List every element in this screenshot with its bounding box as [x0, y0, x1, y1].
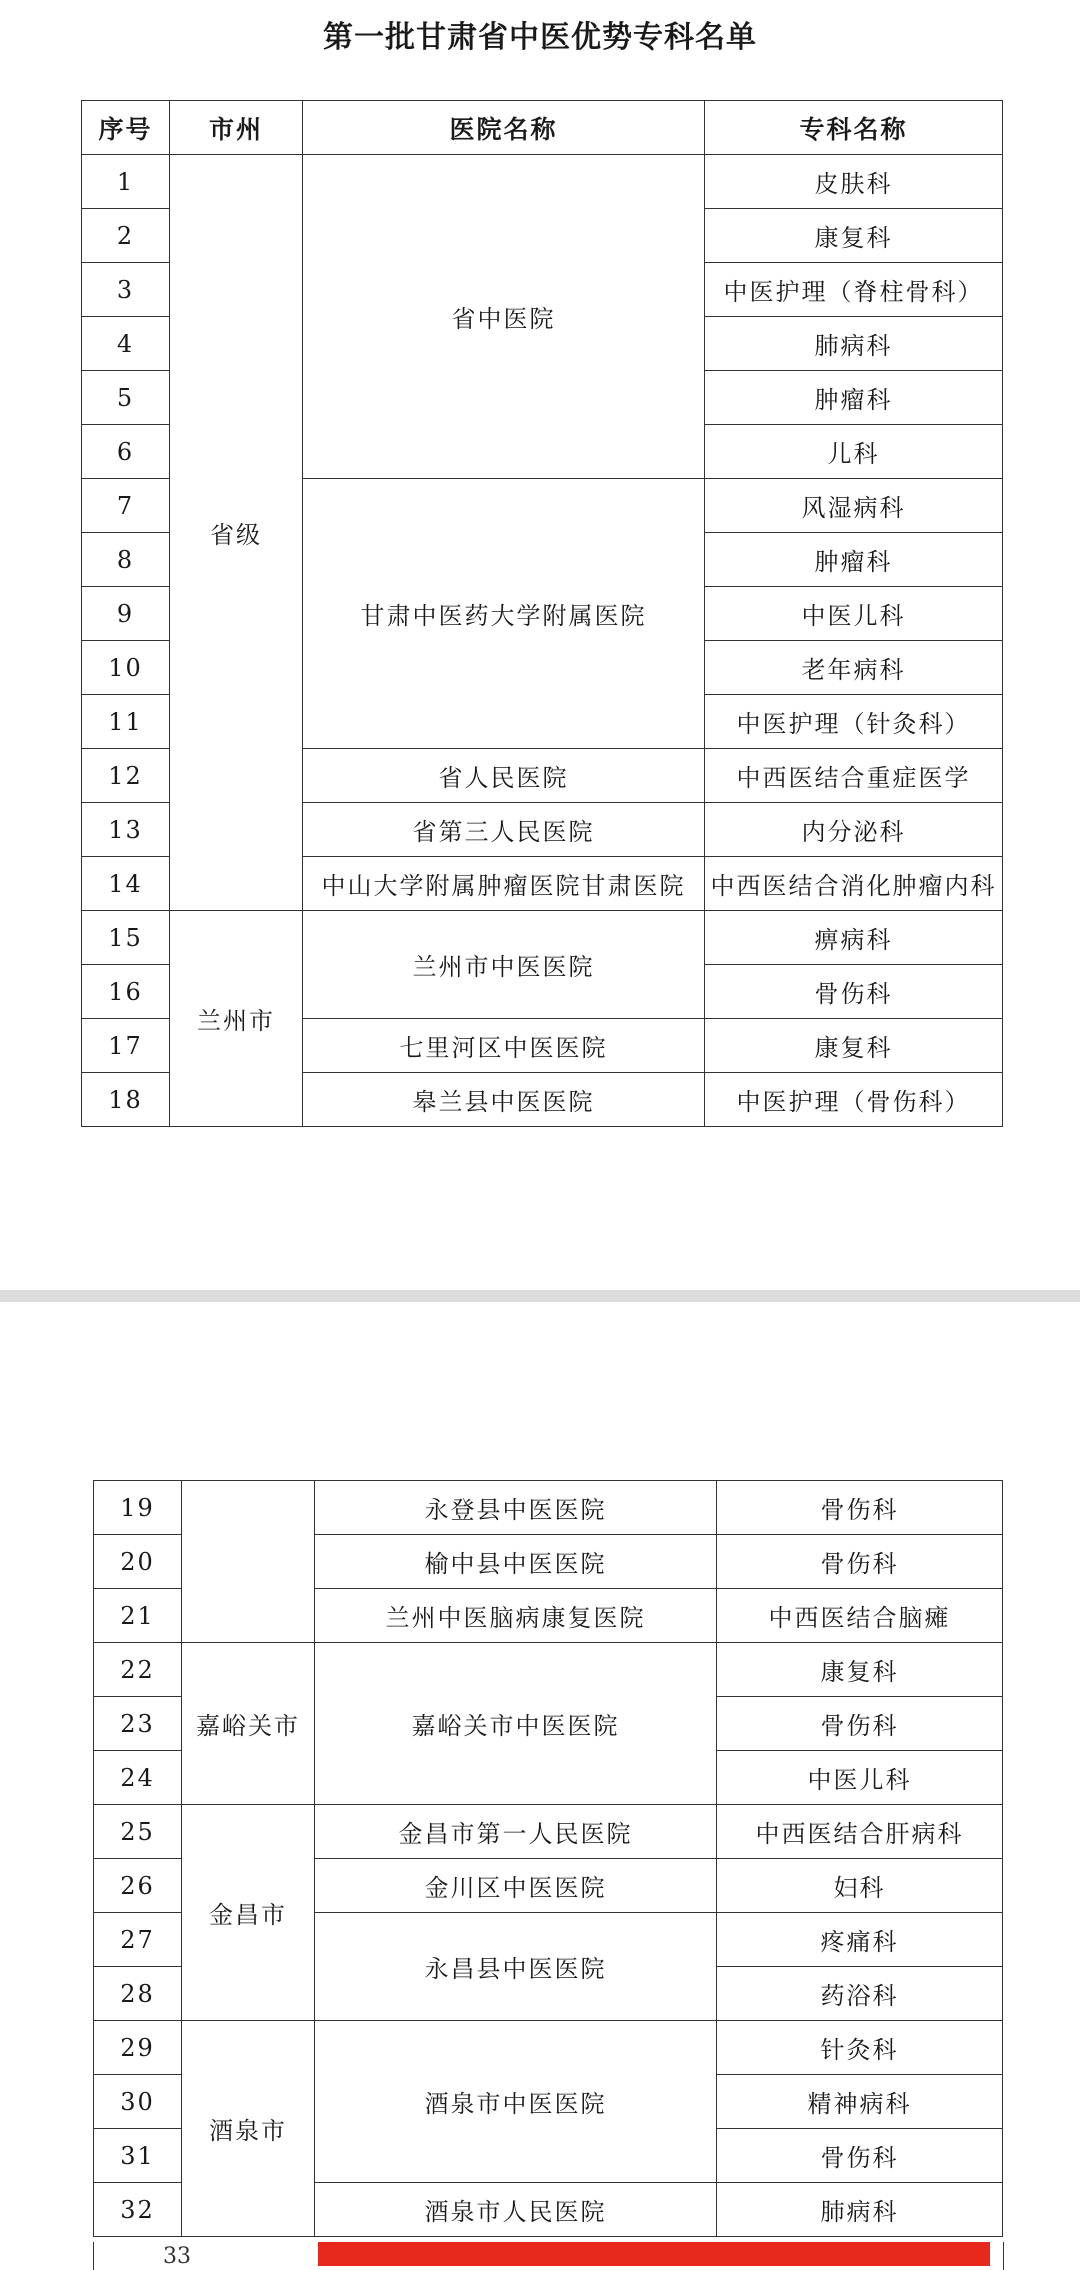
row-no: 24	[94, 1751, 182, 1805]
hospital-cell: 省人民医院	[303, 749, 705, 803]
header-specialty: 专科名称	[705, 101, 1003, 155]
specialty-cell: 精神病科	[717, 2075, 1003, 2129]
row-no: 15	[82, 911, 170, 965]
specialty-cell: 康复科	[705, 209, 1003, 263]
specialty-cell: 中医儿科	[717, 1751, 1003, 1805]
specialty-cell: 骨伤科	[705, 965, 1003, 1019]
table-row	[82, 155, 1003, 209]
specialty-cell: 老年病科	[705, 641, 1003, 695]
hospital-cell: 兰州市中医医院	[303, 911, 705, 1019]
row-no: 18	[82, 1073, 170, 1127]
hospital-cell: 酒泉市中医医院	[315, 2021, 717, 2183]
hospital-cell: 中山大学附属肿瘤医院甘肃医院	[303, 857, 705, 911]
row-no: 11	[82, 695, 170, 749]
city-cell: 金昌市	[182, 1805, 315, 2021]
header-hospital: 医院名称	[303, 101, 705, 155]
row-no: 7	[82, 479, 170, 533]
hospital-cell: 省第三人民医院	[303, 803, 705, 857]
specialty-cell: 儿科	[705, 425, 1003, 479]
specialty-cell: 中医护理（针灸科）	[705, 695, 1003, 749]
row-no: 28	[94, 1967, 182, 2021]
document-page-2	[0, 1302, 1080, 2270]
row-no: 16	[82, 965, 170, 1019]
row-no: 5	[82, 371, 170, 425]
hospital-cell: 酒泉市人民医院	[315, 2183, 717, 2237]
specialty-cell: 疼痛科	[717, 1913, 1003, 1967]
row-no: 26	[94, 1859, 182, 1913]
table-header-row	[82, 101, 1003, 155]
hospital-cell: 永登县中医医院	[315, 1481, 717, 1535]
table-row	[94, 1643, 1003, 1697]
specialty-cell: 中西医结合脑瘫	[717, 1589, 1003, 1643]
specialty-cell: 骨伤科	[717, 1697, 1003, 1751]
specialty-cell: 痹病科	[705, 911, 1003, 965]
hospital-cell: 金川区中医医院	[315, 1859, 717, 1913]
row-no: 30	[94, 2075, 182, 2129]
specialty-cell: 康复科	[717, 1643, 1003, 1697]
specialty-cell: 妇科	[717, 1859, 1003, 1913]
specialty-cell: 风湿病科	[705, 479, 1003, 533]
row-no: 9	[82, 587, 170, 641]
hospital-cell: 皋兰县中医医院	[303, 1073, 705, 1127]
redaction-bar	[318, 2242, 990, 2266]
row-no: 21	[94, 1589, 182, 1643]
specialty-cell: 中医儿科	[705, 587, 1003, 641]
cut-off-row-no: 33	[163, 2244, 191, 2269]
specialty-cell: 内分泌科	[705, 803, 1003, 857]
header-city: 市州	[170, 101, 303, 155]
row-no: 6	[82, 425, 170, 479]
page-separator	[0, 1290, 1080, 1302]
specialty-cell: 中医护理（脊柱骨科）	[705, 263, 1003, 317]
row-no: 2	[82, 209, 170, 263]
specialty-cell: 骨伤科	[717, 2129, 1003, 2183]
table-row	[94, 1481, 1003, 1535]
city-cell: 嘉峪关市	[182, 1643, 315, 1805]
row-no: 14	[82, 857, 170, 911]
table-row	[94, 2021, 1003, 2075]
row-no: 8	[82, 533, 170, 587]
row-no: 17	[82, 1019, 170, 1073]
city-cell: 酒泉市	[182, 2021, 315, 2237]
row-no: 25	[94, 1805, 182, 1859]
hospital-cell: 金昌市第一人民医院	[315, 1805, 717, 1859]
row-no: 13	[82, 803, 170, 857]
specialty-cell: 中西医结合消化肿瘤内科	[705, 857, 1003, 911]
specialty-cell: 中西医结合肝病科	[717, 1805, 1003, 1859]
hospital-cell: 省中医院	[303, 155, 705, 479]
specialty-cell: 中西医结合重症医学	[705, 749, 1003, 803]
specialty-table-part-2	[93, 1480, 1003, 2237]
hospital-cell: 永昌县中医医院	[315, 1913, 717, 2021]
row-no: 23	[94, 1697, 182, 1751]
city-cell: 兰州市	[170, 911, 303, 1127]
specialty-cell: 肿瘤科	[705, 533, 1003, 587]
hospital-cell: 甘肃中医药大学附属医院	[303, 479, 705, 749]
specialty-cell: 肺病科	[717, 2183, 1003, 2237]
row-no: 31	[94, 2129, 182, 2183]
specialty-cell: 骨伤科	[717, 1535, 1003, 1589]
specialty-cell: 肿瘤科	[705, 371, 1003, 425]
row-no: 29	[94, 2021, 182, 2075]
specialty-table-part-1	[81, 100, 1003, 1127]
specialty-cell: 药浴科	[717, 1967, 1003, 2021]
specialty-cell: 肺病科	[705, 317, 1003, 371]
table-row	[82, 911, 1003, 965]
header-no: 序号	[82, 101, 170, 155]
hospital-cell: 榆中县中医医院	[315, 1535, 717, 1589]
row-no: 20	[94, 1535, 182, 1589]
table-row	[94, 1805, 1003, 1859]
row-no: 27	[94, 1913, 182, 1967]
specialty-cell: 皮肤科	[705, 155, 1003, 209]
hospital-cell: 七里河区中医医院	[303, 1019, 705, 1073]
row-no: 3	[82, 263, 170, 317]
row-no: 12	[82, 749, 170, 803]
row-no: 1	[82, 155, 170, 209]
specialty-cell: 骨伤科	[717, 1481, 1003, 1535]
hospital-cell: 兰州中医脑病康复医院	[315, 1589, 717, 1643]
row-no: 19	[94, 1481, 182, 1535]
row-no: 32	[94, 2183, 182, 2237]
specialty-cell: 中医护理（骨伤科）	[705, 1073, 1003, 1127]
hospital-cell: 嘉峪关市中医医院	[315, 1643, 717, 1805]
row-no: 4	[82, 317, 170, 371]
specialty-cell: 针灸科	[717, 2021, 1003, 2075]
specialty-cell: 康复科	[705, 1019, 1003, 1073]
row-no: 22	[94, 1643, 182, 1697]
row-no: 10	[82, 641, 170, 695]
city-cell-continued	[182, 1481, 315, 1643]
city-cell: 省级	[170, 155, 303, 911]
document-title: 第一批甘肃省中医优势专科名单	[323, 20, 757, 55]
